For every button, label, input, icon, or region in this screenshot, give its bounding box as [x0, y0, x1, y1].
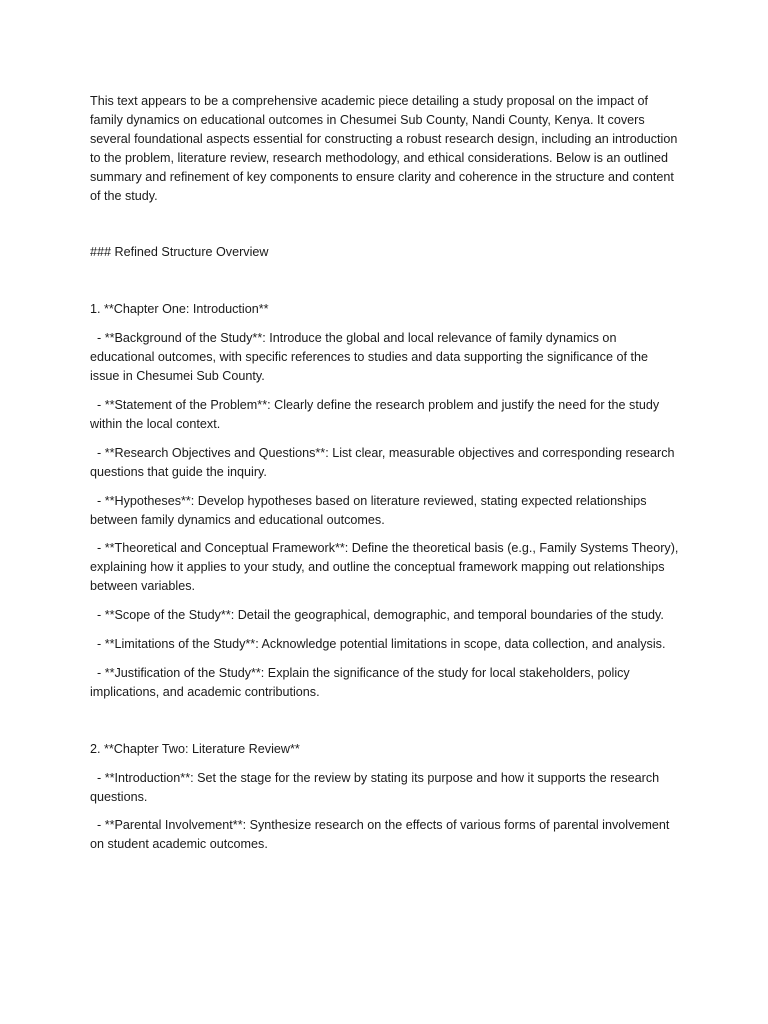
list-item: - **Research Objectives and Questions**: List clear, measurable objectives and corresponding research questions that guide the inquiry.: [90, 445, 675, 479]
list-item: - **Statement of the Problem**: Clearly define the research problem and justify the need for the study within the local context.: [90, 397, 660, 431]
list-item: - **Scope of the Study**: Detail the geographical, demographic, and temporal boundaries of the study.: [97, 608, 664, 623]
list-item: - **Background of the Study**: Introduce the global and local relevance of family dynamics on educational outcomes, with specific references to studies and data supporting the significance of the issue in Chesumei Sub County.: [90, 331, 648, 384]
list-item: - **Limitations of the Study**: Acknowledge potential limitations in scope, data collection, and analysis.: [97, 637, 666, 652]
list-item: - **Introduction**: Set the stage for the review by stating its purpose and how it supports the research questions.: [90, 770, 660, 804]
document-page: [90, 92, 680, 864]
intro-paragraph: This text appears to be a comprehensive academic piece detailing a study proposal on the impact of family dynamics on educational outcomes in Chesumei Sub County, Nandi County, Kenya. It covers several foundational aspects essential for constructing a robust research design, including an introduction to the problem, literature review, research methodology, and ethical considerations. Below is an outlined summary and refinement of key components to ensure clarity and coherence in the structure and content of the study.: [90, 94, 678, 203]
chapter-title: 1. **Chapter One: Introduction**: [90, 302, 269, 317]
list-item: - **Justification of the Study**: Explain the significance of the study for local stakeholders, policy implications, and academic contributions.: [90, 665, 630, 699]
list-item: - **Parental Involvement**: Synthesize research on the effects of various forms of parental involvement on student academic outcomes.: [90, 818, 670, 852]
section-heading: ### Refined Structure Overview: [90, 245, 269, 260]
chapter-title: 2. **Chapter Two: Literature Review**: [90, 741, 300, 756]
list-item: - **Theoretical and Conceptual Framework**: Define the theoretical basis (e.g., Family Systems Theory), explaining how it applies to your study, and outline the conceptual framework mapping out relationships between variables.: [90, 541, 679, 594]
chapter-two: [90, 740, 680, 855]
list-item: - **Hypotheses**: Develop hypotheses based on literature reviewed, stating expected relationships between family dynamics and educational outcomes.: [90, 493, 647, 527]
chapter-one: [90, 300, 680, 701]
